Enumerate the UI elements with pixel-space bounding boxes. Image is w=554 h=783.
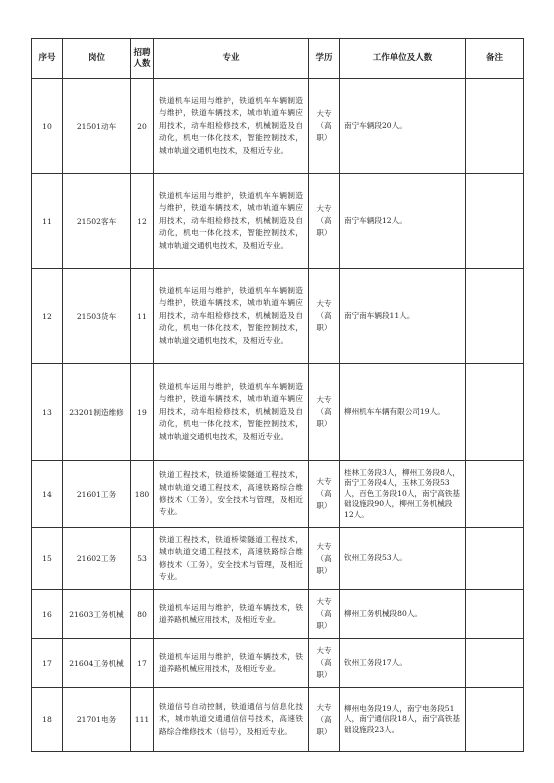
recruitment-table xyxy=(31,38,524,752)
cell-major: 铁道机车运用与维护，铁道车辆技术，铁道养路机械应用技术，及相近专业。 xyxy=(154,590,309,639)
cell-count: 12 xyxy=(131,174,154,269)
cell-no: 15 xyxy=(32,528,63,590)
cell-count: 11 xyxy=(131,269,154,364)
cell-count: 19 xyxy=(131,364,154,461)
cell-education: 大专（高职） xyxy=(309,639,340,688)
cell-no: 13 xyxy=(32,364,63,461)
cell-major: 铁道机车运用与维护，铁道机车车辆制造与维护，铁道车辆技术，城市轨道车辆应用技术，动车组检修技术，机械制造及自动化，机电一体化技术，智能控制技术，城市轨道交通机电技术，及相近专业。 xyxy=(154,364,309,461)
cell-education: 大专（高职） xyxy=(309,79,340,174)
cell-work-unit: 钦州工务段53人。 xyxy=(340,528,466,590)
table-row xyxy=(32,79,524,174)
cell-education: 大专（高职） xyxy=(309,688,340,752)
cell-no: 17 xyxy=(32,639,63,688)
cell-position: 21602工务 xyxy=(63,528,131,590)
table-row xyxy=(32,639,524,688)
cell-position: 21601工务 xyxy=(63,461,131,528)
header-major: 专业 xyxy=(154,39,309,79)
cell-education: 大专（高职） xyxy=(309,174,340,269)
cell-position: 21501动车 xyxy=(63,79,131,174)
cell-position: 23201制造维修 xyxy=(63,364,131,461)
cell-work-unit: 柳州电务段19人，南宁电务段51人，南宁通信段18人，南宁高铁基础设施段23人。 xyxy=(340,688,466,752)
cell-work-unit: 柳州机车车辆有限公司19人。 xyxy=(340,364,466,461)
cell-major: 铁道机车运用与维护，铁道车辆技术，铁道养路机械应用技术，及相近专业。 xyxy=(154,639,309,688)
cell-remarks xyxy=(466,269,524,364)
table-header-row xyxy=(32,39,524,79)
cell-remarks xyxy=(466,528,524,590)
cell-remarks xyxy=(466,639,524,688)
cell-major: 铁道信号自动控制，铁道通信与信息化技术，城市轨道交通通信信号技术，高速铁路综合维修技术（信号），及相近专业。 xyxy=(154,688,309,752)
cell-remarks xyxy=(466,461,524,528)
cell-no: 14 xyxy=(32,461,63,528)
cell-major: 铁道机车运用与维护，铁道机车车辆制造与维护，铁道车辆技术，城市轨道车辆应用技术，动车组检修技术，机械制造及自动化，机电一体化技术，智能控制技术，城市轨道交通机电技术，及相近专业。 xyxy=(154,174,309,269)
cell-education: 大专（高职） xyxy=(309,364,340,461)
table-row xyxy=(32,269,524,364)
cell-remarks xyxy=(466,364,524,461)
cell-remarks xyxy=(466,688,524,752)
cell-work-unit: 南宁南车辆段11人。 xyxy=(340,269,466,364)
table-row xyxy=(32,461,524,528)
cell-position: 21604工务机械 xyxy=(63,639,131,688)
header-position: 岗位 xyxy=(63,39,131,79)
cell-count: 53 xyxy=(131,528,154,590)
cell-position: 21603工务机械 xyxy=(63,590,131,639)
cell-work-unit: 南宁车辆段12人。 xyxy=(340,174,466,269)
cell-education: 大专（高职） xyxy=(309,590,340,639)
cell-position: 21503货车 xyxy=(63,269,131,364)
table-row xyxy=(32,688,524,752)
cell-education: 大专（高职） xyxy=(309,528,340,590)
cell-major: 铁道工程技术，铁道桥梁隧道工程技术，城市轨道交通工程技术，高速铁路综合维修技术（工务），安全技术与管理，及相近专业。 xyxy=(154,528,309,590)
cell-work-unit: 南宁车辆段20人。 xyxy=(340,79,466,174)
cell-no: 11 xyxy=(32,174,63,269)
table-body xyxy=(32,79,524,752)
cell-no: 10 xyxy=(32,79,63,174)
table-row xyxy=(32,364,524,461)
cell-remarks xyxy=(466,79,524,174)
cell-count: 17 xyxy=(131,639,154,688)
cell-no: 16 xyxy=(32,590,63,639)
cell-remarks xyxy=(466,590,524,639)
cell-position: 21701电务 xyxy=(63,688,131,752)
cell-education: 大专（高职） xyxy=(309,461,340,528)
header-count: 招聘人数 xyxy=(131,39,154,79)
cell-count: 111 xyxy=(131,688,154,752)
cell-education: 大专（高职） xyxy=(309,269,340,364)
cell-position: 21502客车 xyxy=(63,174,131,269)
cell-work-unit: 柳州工务机械段80人。 xyxy=(340,590,466,639)
cell-work-unit: 桂林工务段3人，柳州工务段8人，南宁工务段4人，玉林工务段53人，百色工务段10人，南宁高铁基础设施段90人，柳州工务机械段12人。 xyxy=(340,461,466,528)
cell-no: 12 xyxy=(32,269,63,364)
cell-count: 20 xyxy=(131,79,154,174)
table-row xyxy=(32,174,524,269)
cell-remarks xyxy=(466,174,524,269)
cell-major: 铁道工程技术，铁道桥梁隧道工程技术，城市轨道交通工程技术，高速铁路综合维修技术（工务），安全技术与管理，及相近专业。 xyxy=(154,461,309,528)
cell-count: 80 xyxy=(131,590,154,639)
header-work-unit: 工作单位及人数 xyxy=(340,39,466,79)
cell-count: 180 xyxy=(131,461,154,528)
table-row xyxy=(32,528,524,590)
cell-no: 18 xyxy=(32,688,63,752)
header-education: 学历 xyxy=(309,39,340,79)
header-no: 序号 xyxy=(32,39,63,79)
cell-major: 铁道机车运用与维护，铁道机车车辆制造与维护，铁道车辆技术，城市轨道车辆应用技术，动车组检修技术，机械制造及自动化，机电一体化技术，智能控制技术，城市轨道交通机电技术，及相近专业。 xyxy=(154,79,309,174)
cell-major: 铁道机车运用与维护，铁道机车车辆制造与维护，铁道车辆技术，城市轨道车辆应用技术，动车组检修技术，机械制造及自动化，机电一体化技术，智能控制技术，城市轨道交通机电技术，及相近专业。 xyxy=(154,269,309,364)
table-row xyxy=(32,590,524,639)
header-remarks: 备注 xyxy=(466,39,524,79)
cell-work-unit: 钦州工务段17人。 xyxy=(340,639,466,688)
